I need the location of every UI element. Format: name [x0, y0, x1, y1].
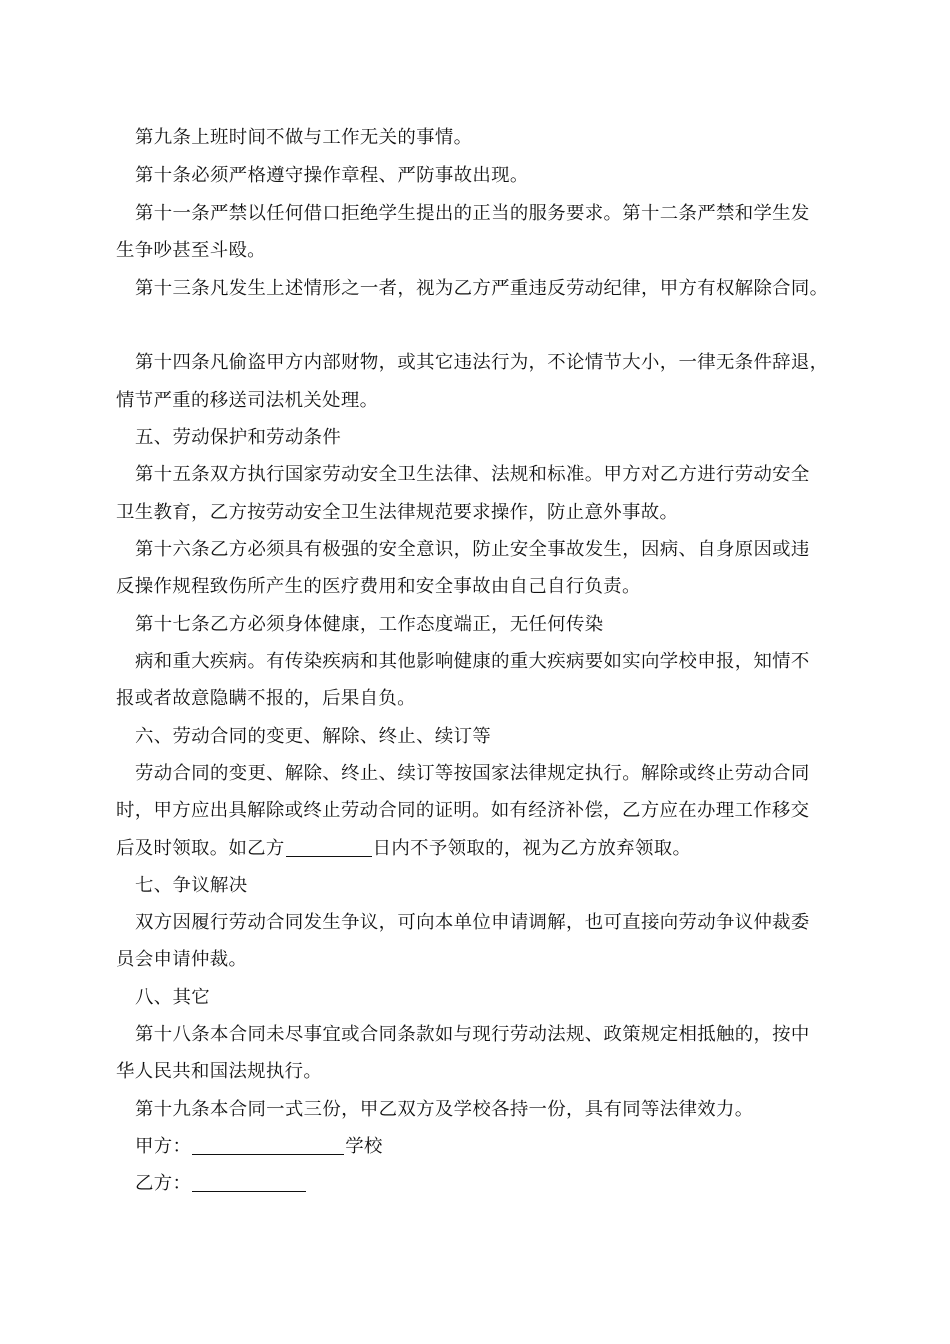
party-b-line	[135, 1172, 859, 1196]
clause-16-line-2: 反操作规程致伤所产生的医疗费用和安全事故由自己自行负责。	[116, 576, 641, 597]
section-heading-6: 六、劳动合同的变更、解除、终止、续订等	[135, 726, 492, 747]
party-b-blank[interactable]	[192, 1173, 306, 1192]
change-paragraph-line-3	[116, 837, 840, 861]
change-paragraph-line-1: 劳动合同的变更、解除、终止、续订等按国家法律规定执行。解除或终止劳动合同	[135, 763, 810, 784]
days-blank[interactable]	[286, 838, 372, 857]
clause-16-line-1: 第十六条乙方必须具有极强的安全意识，防止安全事故发生，因病、自身原因或违	[135, 539, 810, 560]
section-heading-5: 五、劳动保护和劳动条件	[135, 427, 342, 448]
dispute-line-1: 双方因履行劳动合同发生争议，可向本单位申请调解，也可直接向劳动争议仲裁委	[135, 912, 810, 933]
change-paragraph-line-2: 时，甲方应出具解除或终止劳动合同的证明。如有经济补偿，乙方应在办理工作移交	[116, 800, 810, 821]
clause-11-line-1: 第十一条严禁以任何借口拒绝学生提出的正当的服务要求。第十二条严禁和学生发	[135, 203, 810, 224]
clause-17-line-3: 报或者故意隐瞒不报的，后果自负。	[116, 688, 416, 709]
party-b-label: 乙方：	[135, 1173, 192, 1194]
section-heading-7: 七、争议解决	[135, 875, 248, 896]
party-a-suffix: 学校	[345, 1136, 383, 1157]
clause-11-line-2: 生争吵甚至斗殴。	[116, 240, 266, 261]
clause-15-line-2: 卫生教育，乙方按劳动安全卫生法律规范要求操作，防止意外事故。	[116, 502, 679, 523]
clause-14-line-1: 第十四条凡偷盗甲方内部财物，或其它违法行为，不论情节大小，一律无条件辞退，	[135, 352, 829, 373]
clause-17-line-1: 第十七条乙方必须身体健康，工作态度端正，无任何传染	[135, 614, 604, 635]
dispute-line-2: 员会申请仲裁。	[116, 949, 248, 970]
section-heading-8: 八、其它	[135, 987, 210, 1008]
receipt-prefix: 后及时领取。如乙方	[116, 838, 285, 859]
party-a-blank[interactable]	[192, 1136, 344, 1155]
clause-13: 第十三条凡发生上述情形之一者，视为乙方严重违反劳动纪律，甲方有权解除合同。	[135, 278, 829, 299]
clause-14-line-2: 情节严重的移送司法机关处理。	[116, 390, 379, 411]
clause-17-line-2: 病和重大疾病。有传染疾病和其他影响健康的重大疾病要如实向学校申报，知情不	[135, 651, 810, 672]
clause-18-line-2: 华人民共和国法规执行。	[116, 1061, 323, 1082]
clause-9: 第九条上班时间不做与工作无关的事情。	[135, 127, 473, 148]
party-a-label: 甲方：	[135, 1136, 192, 1157]
clause-19: 第十九条本合同一式三份，甲乙双方及学校各持一份，具有同等法律效力。	[135, 1099, 754, 1120]
receipt-suffix: 日内不予领取的，视为乙方放弃领取。	[372, 838, 692, 859]
clause-10: 第十条必须严格遵守操作章程、严防事故出现。	[135, 165, 529, 186]
clause-18-line-1: 第十八条本合同未尽事宜或合同条款如与现行劳动法规、政策规定相抵触的，按中	[135, 1024, 810, 1045]
clause-15-line-1: 第十五条双方执行国家劳动安全卫生法律、法规和标准。甲方对乙方进行劳动安全	[135, 464, 810, 485]
party-a-line	[135, 1135, 859, 1159]
